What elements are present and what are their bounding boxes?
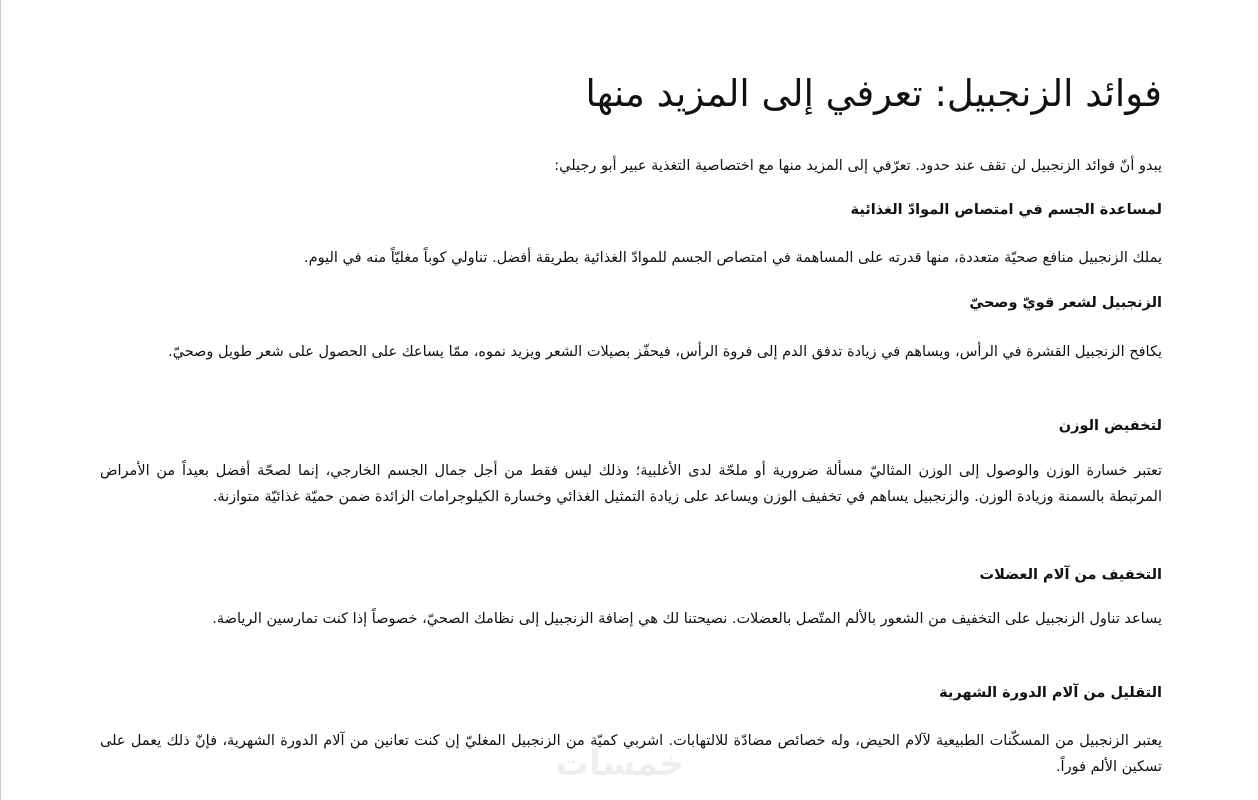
section-body-healthy-hair: يكافح الزنجبيل القشرة في الرأس، ويساهم في زيادة تدفق الدم إلى فروة الرأس، فيحفّز بصيلات الشعر ويزيد نموه، ممّا يساعك على الحصول على شعر طويل وصحيّ. — [168, 344, 1162, 360]
intro-paragraph: يبدو أنّ فوائد الزنجبيل لن تقف عند حدود. تعرّفي إلى المزيد منها مع اختصاصية التغذية عبير أبو رجيلي: — [554, 158, 1162, 174]
section-heading-weight-loss: لتخفيض الوزن — [1058, 418, 1162, 434]
section-heading-menstrual-pain: التقليل من آلام الدورة الشهرية — [939, 685, 1162, 701]
document-title: فوائد الزنجبيل: تعرفي إلى المزيد منها — [585, 72, 1162, 115]
document-page — [100, 0, 1162, 800]
section-body-nutrient-absorption: يملك الزنجبيل منافع صحيّة متعددة، منها قدرته على المساهمة في امتصاص الجسم للموادّ الغذائية بطريقة أفضل. تناولي كوباً مغليّاً منه في اليوم. — [304, 250, 1162, 266]
section-heading-healthy-hair: الزنجبيل لشعر قويّ وصحيّ — [969, 295, 1162, 311]
section-body-menstrual-pain: يعتبر الزنجبيل من المسكّنات الطبيعية لآلام الحيض، وله خصائص مضادّة للالتهابات. اشربي كميّة من الزنجبيل المغليّ إن كنت تعانين من آلام الدورة الشهرية، فإنّ ذلك يعمل على تسكين الألم فوراً. — [100, 733, 1162, 775]
section-heading-muscle-pain: التخفيف من آلام العضلات — [979, 567, 1162, 583]
section-heading-nutrient-absorption: لمساعدة الجسم في امتصاص الموادّ الغذائية — [850, 202, 1162, 218]
section-body-weight-loss: تعتبر خسارة الوزن والوصول إلى الوزن المثاليّ مسألة ضرورية أو ملحّة لدى الأغلبية؛ وذلك ليس فقط من أجل جمال الجسم الخارجي، إنما لصحّة أفضل بعيداً من الأمراض المرتبطة بالسمنة وزيادة الوزن. والزنجبيل يساهم في تخفيف الوزن ويساعد على زيادة التمثيل الغذائي وخسارة الكيلوجرامات الزائدة ضمن حميّة غذائيّة متوازنة. — [100, 463, 1162, 505]
page-left-border — [0, 0, 1, 800]
section-body-muscle-pain: يساعد تناول الزنجبيل على التخفيف من الشعور بالألم المتّصل بالعضلات. نصيحتنا لك هي إضافة الزنجبيل إلى نظامك الصحيّ، خصوصاً إذا كنت تمارسين الرياضة. — [212, 611, 1162, 627]
watermark-logo: خمسات — [555, 744, 684, 784]
